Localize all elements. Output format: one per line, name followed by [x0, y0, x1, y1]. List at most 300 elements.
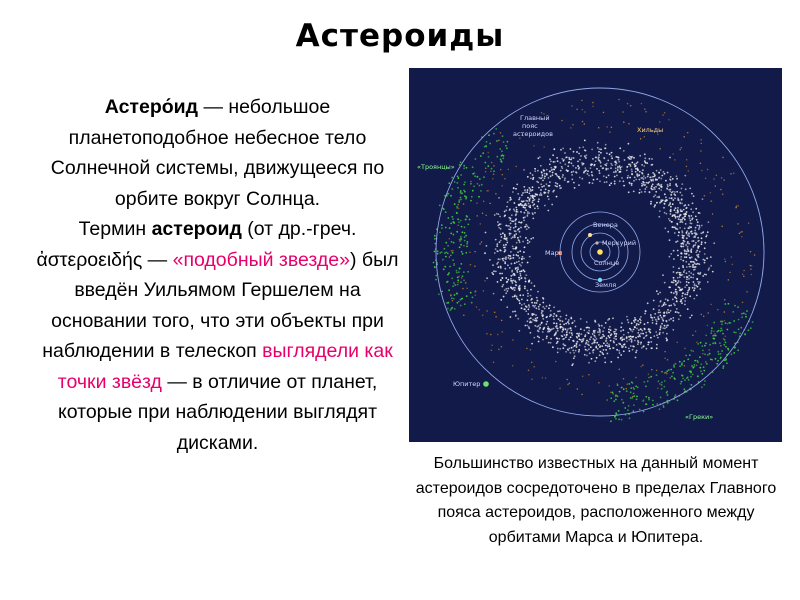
asteroid-dot [511, 263, 513, 265]
asteroid-dot [721, 177, 723, 179]
asteroid-dot [668, 204, 670, 206]
asteroid-dot [596, 342, 598, 344]
asteroid-dot [683, 388, 685, 390]
asteroid-dot [742, 302, 744, 304]
asteroid-dot [450, 223, 452, 225]
asteroid-dot [549, 305, 551, 307]
asteroid-dot [677, 272, 679, 274]
asteroid-dot [727, 323, 729, 325]
asteroid-dot [588, 374, 590, 376]
asteroid-dot [645, 162, 647, 164]
asteroid-dot [506, 206, 508, 208]
asteroid-dot [639, 336, 641, 338]
asteroid-dot [649, 158, 651, 160]
asteroid-dot [559, 310, 561, 312]
asteroid-dot [688, 379, 690, 381]
asteroid-dot [559, 185, 561, 187]
asteroid-dot [516, 254, 518, 256]
asteroid-dot [510, 287, 512, 289]
asteroid-dot [687, 358, 689, 360]
asteroid-dot [705, 342, 707, 344]
asteroid-dot [627, 175, 629, 177]
asteroid-dot [637, 161, 639, 163]
asteroid-dot [529, 241, 531, 243]
asteroid-dot [692, 287, 694, 289]
asteroid-dot [603, 112, 605, 114]
asteroid-dot [457, 277, 459, 279]
asteroid-dot [699, 251, 701, 253]
asteroid-dot [571, 105, 573, 107]
asteroid-dot [616, 175, 618, 177]
asteroid-dot [561, 331, 563, 333]
asteroid-dot [635, 337, 637, 339]
asteroid-dot [481, 241, 483, 243]
asteroid-dot [519, 250, 521, 252]
asteroid-dot [535, 318, 537, 320]
asteroid-dot [658, 177, 660, 179]
asteroid-dot [614, 161, 616, 163]
asteroid-dot [496, 243, 498, 245]
asteroid-dot [580, 333, 582, 335]
asteroid-dot [470, 181, 472, 183]
asteroid-dot [620, 354, 622, 356]
asteroid-dot [456, 206, 458, 208]
asteroid-dot [684, 241, 686, 243]
asteroid-dot [556, 157, 558, 159]
asteroid-dot [652, 400, 654, 402]
asteroid-dot [666, 370, 668, 372]
asteroid-dot [741, 313, 743, 315]
asteroid-dot [573, 171, 575, 173]
asteroid-dot [673, 364, 675, 366]
asteroid-dot [553, 306, 555, 308]
asteroid-dot [592, 333, 594, 335]
asteroid-dot [463, 167, 465, 169]
asteroid-dot [733, 331, 735, 333]
asteroid-dot [517, 271, 519, 273]
asteroid-dot [565, 351, 567, 353]
asteroid-dot [690, 220, 692, 222]
asteroid-dot [591, 149, 593, 151]
asteroid-dot [578, 184, 580, 186]
asteroid-dot [703, 366, 705, 368]
asteroid-dot [572, 165, 574, 167]
asteroid-dot [685, 244, 687, 246]
asteroid-dot [514, 296, 516, 298]
asteroid-dot [441, 251, 443, 253]
asteroid-dot [530, 332, 532, 334]
asteroid-dot [648, 330, 650, 332]
asteroid-dot [457, 279, 459, 281]
asteroid-dot [495, 239, 497, 241]
asteroid-dot [500, 299, 502, 301]
asteroid-dot [548, 198, 550, 200]
asteroid-dot [675, 207, 677, 209]
asteroid-dot [500, 228, 502, 230]
asteroid-dot [453, 234, 455, 236]
asteroid-dot [741, 236, 743, 238]
asteroid-dot [564, 334, 566, 336]
asteroid-dot [664, 173, 666, 175]
asteroid-dot [485, 145, 487, 147]
asteroid-dot [554, 334, 556, 336]
asteroid-dot [518, 261, 520, 263]
asteroid-dot [519, 264, 521, 266]
asteroid-dot [709, 344, 711, 346]
asteroid-dot [660, 184, 662, 186]
asteroid-dot [676, 178, 678, 180]
asteroid-dot [466, 167, 468, 169]
asteroid-dot [605, 144, 607, 146]
asteroid-dot [535, 314, 537, 316]
asteroid-dot [631, 173, 633, 175]
asteroid-dot [614, 180, 616, 182]
asteroid-dot [536, 194, 538, 196]
asteroid-dot [565, 328, 567, 330]
asteroid-dot [572, 350, 574, 352]
asteroid-dot [529, 280, 531, 282]
asteroid-dot [636, 323, 638, 325]
asteroid-dot [671, 376, 673, 378]
asteroid-dot [699, 212, 701, 214]
asteroid-dot [531, 321, 533, 323]
asteroid-dot [666, 392, 668, 394]
asteroid-dot [681, 381, 683, 383]
asteroid-dot [695, 227, 697, 229]
asteroid-dot [470, 183, 472, 185]
asteroid-dot [695, 330, 697, 332]
asteroid-dot [531, 299, 533, 301]
asteroid-dot [680, 315, 682, 317]
asteroid-dot [438, 293, 440, 295]
asteroid-dot [591, 164, 593, 166]
asteroid-dot [523, 258, 525, 260]
asteroid-dot [539, 324, 541, 326]
asteroid-dot [567, 165, 569, 167]
asteroid-dot [707, 169, 709, 171]
asteroid-dot [641, 103, 643, 105]
asteroid-dot [501, 286, 503, 288]
asteroid-dot [695, 266, 697, 268]
asteroid-dot [585, 334, 587, 336]
asteroid-dot [696, 278, 698, 280]
asteroid-dot [693, 269, 695, 271]
asteroid-dot [703, 370, 705, 372]
asteroid-dot [686, 159, 688, 161]
asteroid-dot [528, 227, 530, 229]
asteroid-dot [524, 189, 526, 191]
asteroid-dot [501, 273, 503, 275]
etymology-prefix: Термин [78, 218, 152, 240]
label-sun: Солнце [594, 259, 620, 267]
asteroid-dot [638, 324, 640, 326]
asteroid-dot [636, 398, 638, 400]
asteroid-dot [557, 341, 559, 343]
asteroid-dot [517, 318, 519, 320]
asteroid-dot [672, 299, 674, 301]
asteroid-dot [499, 148, 501, 150]
asteroid-dot [628, 348, 630, 350]
asteroid-dot [527, 313, 529, 315]
asteroid-dot [710, 332, 712, 334]
asteroid-dot [573, 357, 575, 359]
asteroid-dot [542, 306, 544, 308]
asteroid-dot [586, 321, 588, 323]
asteroid-dot [663, 406, 665, 408]
asteroid-dot [651, 189, 653, 191]
asteroid-dot [648, 374, 650, 376]
asteroid-dot [675, 289, 677, 291]
asteroid-dot [513, 227, 515, 229]
asteroid-dot [693, 195, 695, 197]
asteroid-dot [640, 316, 642, 318]
asteroid-dot [605, 345, 607, 347]
asteroid-dot [688, 289, 690, 291]
asteroid-dot [531, 343, 533, 345]
asteroid-dot [504, 263, 506, 265]
asteroid-dot [507, 264, 509, 266]
asteroid-dot [678, 286, 680, 288]
asteroid-dot [643, 165, 645, 167]
asteroid-dot [692, 277, 694, 279]
asteroid-dot [501, 331, 503, 333]
asteroid-dot [569, 332, 571, 334]
asteroid-dot [683, 237, 685, 239]
asteroid-dot [685, 355, 687, 357]
asteroid-dot [679, 365, 681, 367]
asteroid-dot [543, 146, 545, 148]
asteroid-dot [688, 170, 690, 172]
asteroid-dot [713, 338, 715, 340]
asteroid-dot [506, 147, 508, 149]
asteroid-dot [675, 394, 677, 396]
asteroid-dot [504, 234, 506, 236]
asteroid-dot [565, 318, 567, 320]
asteroid-dot [690, 276, 692, 278]
asteroid-dot [656, 347, 658, 349]
asteroid-dot [492, 264, 494, 266]
asteroid-dot [518, 204, 520, 206]
asteroid-dot [466, 288, 468, 290]
asteroid-dot [533, 203, 535, 205]
asteroid-dot [552, 154, 554, 156]
asteroid-dot [669, 239, 671, 241]
asteroid-dot [637, 343, 639, 345]
asteroid-dot [496, 213, 498, 215]
asteroid-dot [570, 336, 572, 338]
asteroid-dot [578, 153, 580, 155]
asteroid-dot [596, 178, 598, 180]
asteroid-dot [682, 260, 684, 262]
asteroid-dot [647, 176, 649, 178]
asteroid-dot [525, 310, 527, 312]
asteroid-dot [623, 388, 625, 390]
asteroid-dot [615, 335, 617, 337]
asteroid-dot [477, 183, 479, 185]
asteroid-dot [567, 328, 569, 330]
asteroid-dot [595, 336, 597, 338]
asteroid-dot [512, 246, 514, 248]
asteroid-dot [594, 339, 596, 341]
asteroid-dot [660, 178, 662, 180]
asteroid-dot [503, 155, 505, 157]
asteroid-dot [716, 175, 718, 177]
asteroid-dot [627, 157, 629, 159]
asteroid-dot [467, 271, 469, 273]
asteroid-dot [531, 378, 533, 380]
asteroid-dot [657, 293, 659, 295]
asteroid-dot [641, 172, 643, 174]
asteroid-dot [463, 279, 465, 281]
asteroid-dot [589, 182, 591, 184]
asteroid-dot [668, 286, 670, 288]
asteroid-dot [664, 325, 666, 327]
asteroid-dot [682, 378, 684, 380]
asteroid-dot [609, 184, 611, 186]
asteroid-dot [452, 285, 454, 287]
asteroid-dot [465, 198, 467, 200]
asteroid-dot [725, 346, 727, 348]
asteroid-dot [457, 187, 459, 189]
asteroid-dot [586, 350, 588, 352]
asteroid-dot [596, 338, 598, 340]
asteroid-dot [534, 325, 536, 327]
asteroid-dot [654, 173, 656, 175]
asteroid-dot [524, 287, 526, 289]
asteroid-dot [691, 315, 693, 317]
asteroid-dot [500, 240, 502, 242]
asteroid-dot [631, 322, 633, 324]
asteroid-dot [570, 329, 572, 331]
asteroid-dot [546, 174, 548, 176]
asteroid-dot [667, 309, 669, 311]
asteroid-dot [518, 239, 520, 241]
asteroid-dot [578, 167, 580, 169]
asteroid-dot [571, 364, 573, 366]
asteroid-dot [654, 317, 656, 319]
asteroid-dot [500, 250, 502, 252]
asteroid-dot [696, 295, 698, 297]
asteroid-dot [476, 202, 478, 204]
asteroid-dot [641, 183, 643, 185]
asteroid-dot [635, 385, 637, 387]
asteroid-dot [611, 157, 613, 159]
asteroid-dot [609, 348, 611, 350]
asteroid-dot [682, 242, 684, 244]
asteroid-dot [661, 371, 663, 373]
asteroid-dot [547, 196, 549, 198]
asteroid-dot [695, 208, 697, 210]
asteroid-dot [555, 361, 557, 363]
asteroid-dot [652, 319, 654, 321]
asteroid-dot [577, 388, 579, 390]
asteroid-dot [513, 208, 515, 210]
asteroid-dot [668, 218, 670, 220]
asteroid-dot [683, 209, 685, 211]
sun-marker [597, 249, 603, 255]
asteroid-dot [621, 336, 623, 338]
asteroid-dot [604, 147, 606, 149]
asteroid-dot [680, 274, 682, 276]
asteroid-dot [608, 175, 610, 177]
asteroid-dot [494, 214, 496, 216]
asteroid-dot [588, 362, 590, 364]
asteroid-dot [642, 169, 644, 171]
asteroid-dot [521, 262, 523, 264]
asteroid-dot [674, 304, 676, 306]
asteroid-dot [665, 298, 667, 300]
asteroid-dot [698, 256, 700, 258]
asteroid-dot [509, 258, 511, 260]
asteroid-dot [621, 387, 623, 389]
asteroid-dot [727, 329, 729, 331]
asteroid-dot [550, 175, 552, 177]
asteroid-dot [502, 258, 504, 260]
asteroid-dot [456, 182, 458, 184]
asteroid-dot [715, 358, 717, 360]
asteroid-dot [528, 203, 530, 205]
asteroid-dot [644, 136, 646, 138]
asteroid-dot [637, 320, 639, 322]
label-mercury: Меркурий [602, 239, 637, 247]
asteroid-dot [459, 239, 461, 241]
asteroid-dot [697, 286, 699, 288]
asteroid-dot [458, 301, 460, 303]
asteroid-dot [494, 252, 496, 254]
asteroid-dot [538, 341, 540, 343]
asteroid-dot [456, 302, 458, 304]
asteroid-dot [688, 215, 690, 217]
asteroid-dot [656, 321, 658, 323]
asteroid-dot [679, 192, 681, 194]
asteroid-dot [691, 215, 693, 217]
asteroid-dot [653, 308, 655, 310]
asteroid-dot [528, 212, 530, 214]
asteroid-dot [604, 181, 606, 183]
asteroid-dot [670, 318, 672, 320]
asteroid-dot [628, 123, 630, 125]
asteroid-dot [686, 166, 688, 168]
asteroid-dot [521, 304, 523, 306]
asteroid-dot [566, 334, 568, 336]
asteroid-dot [454, 308, 456, 310]
asteroid-dot [456, 270, 458, 272]
asteroid-dot [464, 232, 466, 234]
asteroid-dot [576, 337, 578, 339]
asteroid-dot [460, 299, 462, 301]
asteroid-dot [647, 182, 649, 184]
asteroid-dot [562, 320, 564, 322]
asteroid-dot [561, 166, 563, 168]
asteroid-dot [505, 238, 507, 240]
asteroid-dot [530, 238, 532, 240]
asteroid-dot [639, 192, 641, 194]
asteroid-dot [655, 186, 657, 188]
asteroid-dot [684, 269, 686, 271]
asteroid-dot [673, 266, 675, 268]
asteroid-dot [526, 306, 528, 308]
asteroid-dot [748, 222, 750, 224]
asteroid-dot [619, 171, 621, 173]
asteroid-dot [645, 310, 647, 312]
asteroid-dot [434, 235, 436, 237]
asteroid-dot [463, 245, 465, 247]
asteroid-dot [751, 265, 753, 267]
asteroid-dot [530, 295, 532, 297]
asteroid-dot [693, 366, 695, 368]
asteroid-dot [448, 182, 450, 184]
asteroid-dot [658, 318, 660, 320]
